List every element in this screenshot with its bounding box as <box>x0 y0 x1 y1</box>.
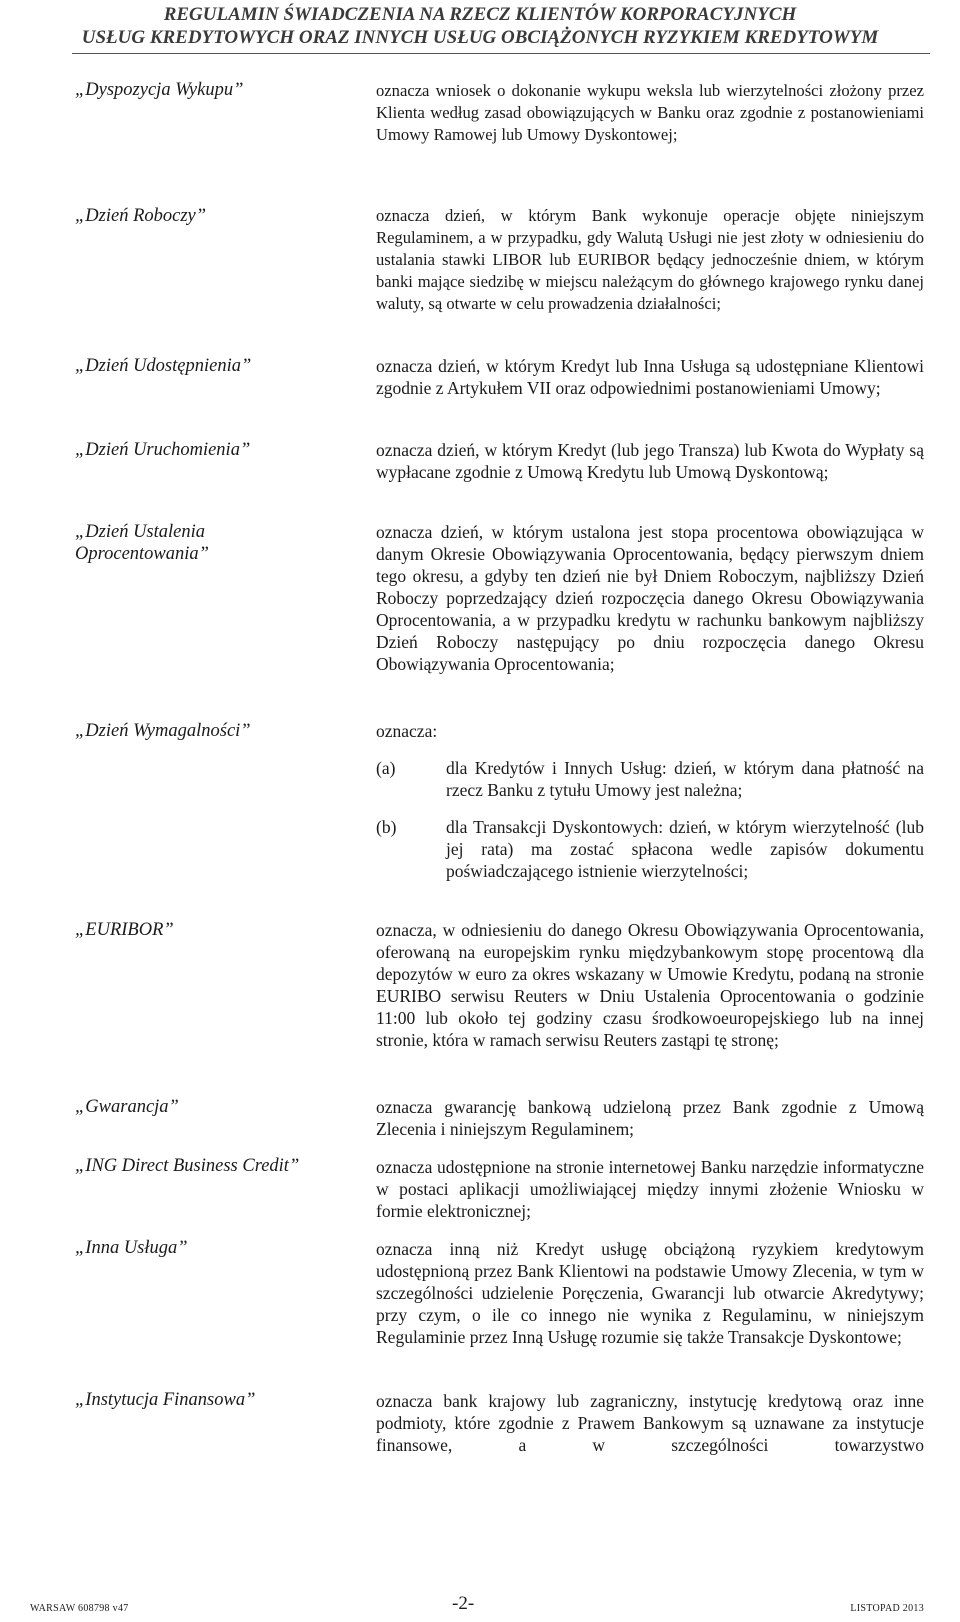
definition-text: oznacza: <box>376 721 438 741</box>
definition-text: oznacza bank krajowy lub zagraniczny, instytucję kredytową oraz inne podmioty, które zgodnie z Prawem Bankowym są uznawane za instytucje finansowe, a w szczególności towarzystwo <box>376 1391 924 1455</box>
definition-term: „Dzień Wymagalności” <box>75 721 251 741</box>
definition-term: „ING Direct Business Credit” <box>75 1156 300 1176</box>
definition-text: oznacza udostępnione na stronie internetowej Banku narzędzie informatyczne w postaci aplikacji umożliwiającej między innymi złożenie Wniosku w formie elektronicznej; <box>376 1157 924 1221</box>
list-item-label: (a) <box>376 758 396 778</box>
definition-text: oznacza dzień, w którym Bank wykonuje operacje objęte niniejszym Regulaminem, a w przypadku, gdy Walutą Usługi nie jest złoty w odniesieniu do ustalania stawki LIBOR lub EURIBOR będący jednocześnie dniem, w którym banki mające siedzibę w miejscu należącym do głównego krajowego rynku danej waluty, są otwarte w celu prowadzenia działalności; <box>376 206 924 313</box>
definition-term: „EURIBOR” <box>75 920 174 940</box>
definition-text: oznacza wniosek o dokonanie wykupu weksla lub wierzytelności złożony przez Klienta według zasad obowiązujących w Banku oraz zgodnie z postanowieniami Umowy Ramowej lub Umowy Dyskontowej; <box>376 81 924 144</box>
definition-text: oznacza dzień, w którym ustalona jest stopa procentowa obowiązująca w danym Okresie Obowiązywania Oprocentowania, będący pierwszym dniem tego okresu, a gdyby ten dzień nie był Dniem Roboczym, najbliższy Dzień Roboczy poprzedzający dzień rozpoczęcia danego Okresu Obowiązywania Oprocentowania, a w przypadku kredytu w rachunku bankowym najbliższy Dzień Roboczy następujący po dniu rozpoczęcia danego Okresu Obowiązywania Oprocentowania; <box>376 522 924 674</box>
definition-text: oznacza dzień, w którym Kredyt lub Inna Usługa są udostępniane Klientowi zgodnie z Artykułem VII oraz odpowiednimi postanowieniami Umowy; <box>376 356 924 398</box>
definition-text: oznacza inną niż Kredyt usługę obciążoną ryzykiem kredytowym udostępnioną przez Bank Klientowi na podstawie Umowy Zlecenia, w tym w szczególności udzielenie Poręczenia, Gwarancji lub otwarcie Akredytywy; przy czym, o ile co innego nie wynika z Regulaminu, w niniejszym Regulaminie przez Inną Usługę rozumie się także Transakcje Dyskontowe; <box>376 1239 924 1347</box>
header-title-line-1: REGULAMIN ŚWIADCZENIA NA RZECZ KLIENTÓW KORPORACYJNYCH <box>163 4 797 25</box>
definition-term: „Inna Usługa” <box>75 1238 188 1258</box>
definition-text: oznacza, w odniesieniu do danego Okresu Obowiązywania Oprocentowania, oferowaną na europejskim rynku międzybankowym stopę procentową dla depozytów w euro za okres wskazany w Umowie Kredytu, podaną na stronie EURIBO serwisu Reuters w Dniu Ustalenia Oprocentowania o godzinie 11:00 lub około tej godziny czasu środkowoeuropejskiego lub na innej stronie, która w ramach serwisu Reuters zastąpi tę stronę; <box>376 920 924 1050</box>
definition-term: „Instytucja Finansowa” <box>75 1390 256 1410</box>
header-divider <box>72 53 930 54</box>
list-item-label: (b) <box>376 817 397 837</box>
list-item-text: dla Transakcji Dyskontowych: dzień, w którym wierzytelność (lub jej rata) ma zostać spłacona wedle zapisów dokumentu poświadczającego istnienie wierzytelności; <box>446 817 924 881</box>
list-item-text: dla Kredytów i Innych Usług: dzień, w którym dana płatność na rzecz Banku z tytułu Umowy jest należna; <box>446 758 924 800</box>
document-date: LISTOPAD 2013 <box>850 1603 924 1614</box>
definition-text: oznacza gwarancję bankową udzieloną przez Bank zgodnie z Umową Zlecenia i niniejszym Regulaminem; <box>376 1097 924 1139</box>
definition-term: „Dzień Udostępnienia” <box>75 356 252 376</box>
definition-term: „Dyspozycja Wykupu” <box>75 80 244 100</box>
document-reference: WARSAW 608798 v47 <box>30 1603 129 1614</box>
definition-term: „Dzień Ustalenia Oprocentowania” <box>75 522 209 564</box>
definition-term: „Gwarancja” <box>75 1097 179 1117</box>
definition-term: „Dzień Uruchomienia” <box>75 440 251 460</box>
page-number: -2- <box>452 1593 475 1614</box>
definition-term: „Dzień Roboczy” <box>75 206 207 226</box>
header-title-line-2: USŁUG KREDYTOWYCH ORAZ INNYCH USŁUG OBCIĄŻONYCH RYZYKIEM KREDYTOWYM <box>81 27 879 48</box>
definition-text: oznacza dzień, w którym Kredyt (lub jego Transza) lub Kwota do Wypłaty są wypłacane zgodnie z Umową Kredytu lub Umową Dyskontową; <box>376 440 924 482</box>
